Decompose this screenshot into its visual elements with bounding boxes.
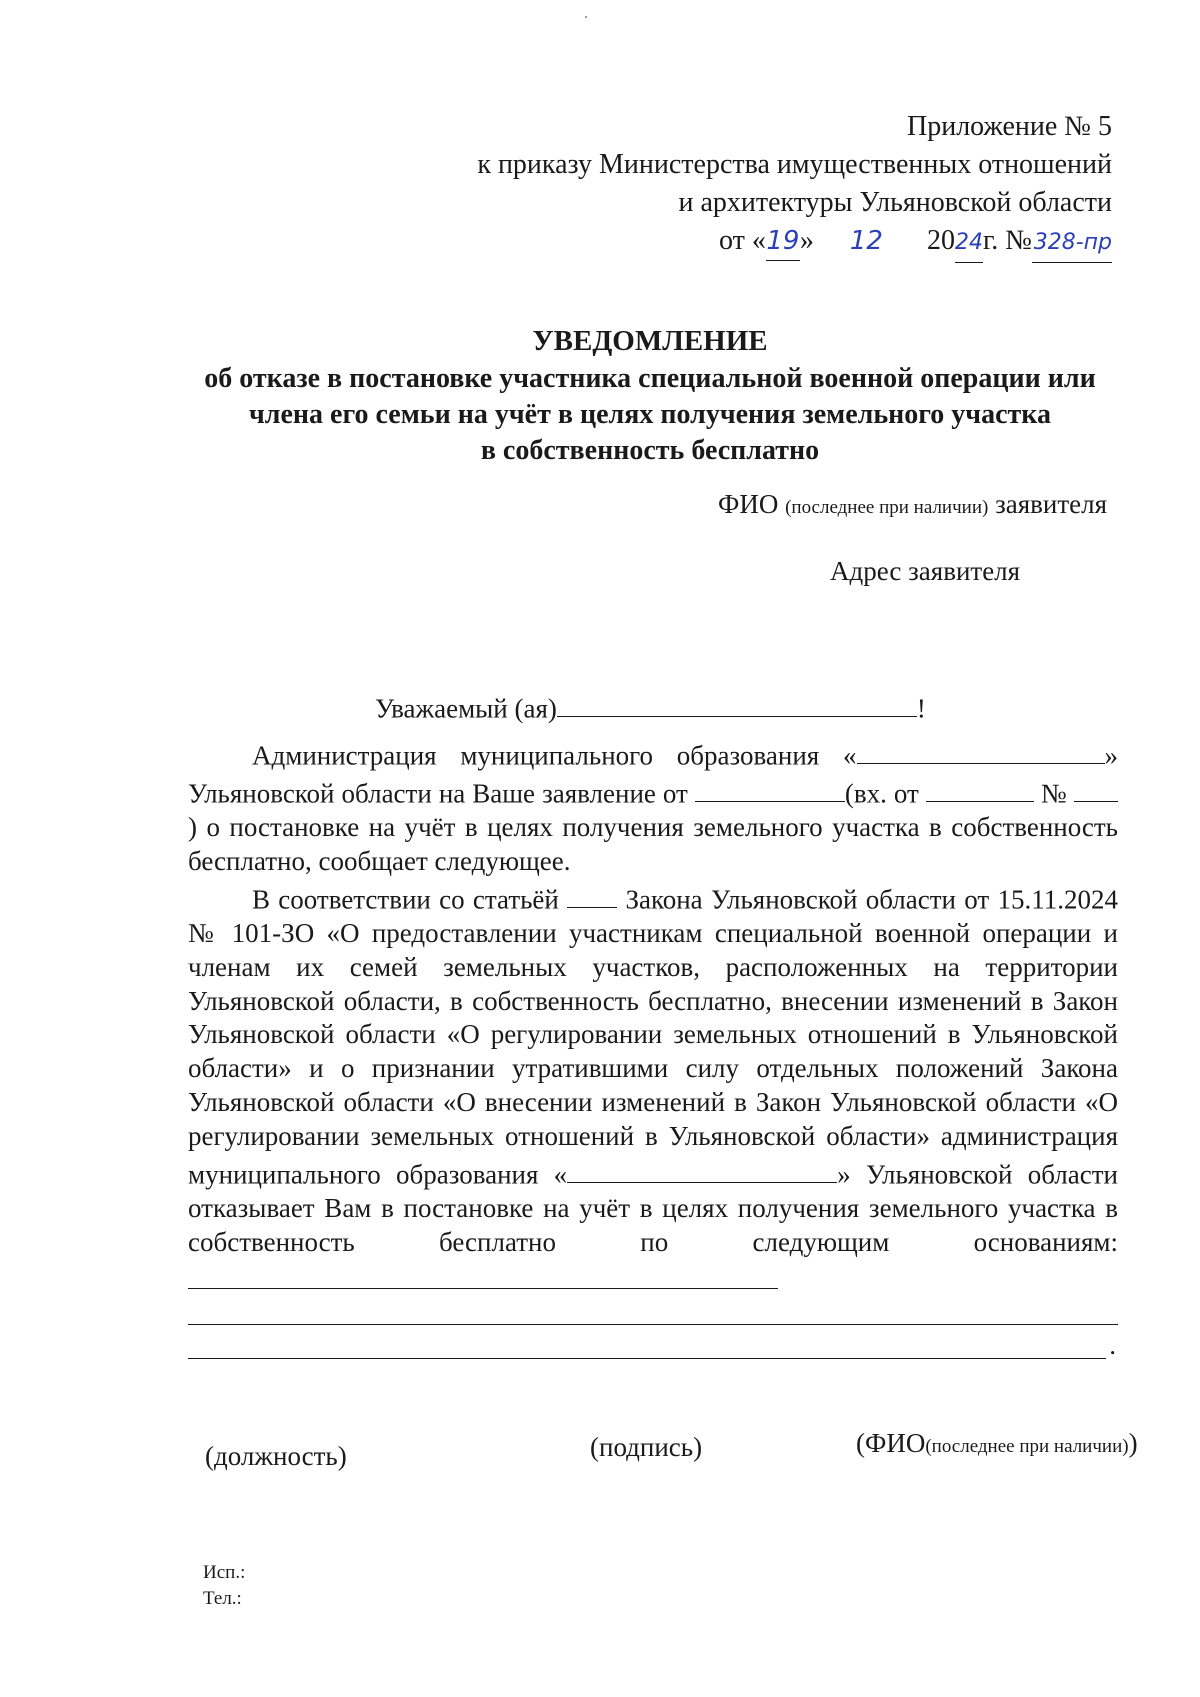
p2-text-1: В соответствии со статьёй (252, 884, 559, 915)
date-prefix: от « (718, 225, 766, 256)
fio-label: ФИО (718, 489, 779, 519)
handwritten-order-number: 328-пр (1032, 224, 1112, 263)
appendix-header (412, 108, 1112, 263)
paragraph-application (188, 735, 1118, 879)
handwritten-year: 24 (955, 224, 983, 263)
signature-fio (856, 1428, 1138, 1459)
signature-fio-close: ) (1128, 1428, 1138, 1458)
p2-text-2: Закона Ульяновской области от 15.11.2024 № 101-ЗО «О предоставлении участникам специальной военной операции и членам их семей земельных участков, расположенных на территории Ульяновской области, в собственность бесплатно, внесении изменений в Закон Ульяновской области «О регулировании земельных отношений в Ульяновской области» и о признании утратившими силу отдельных положений Закона Ульяновской области «О внесении изменений в Закон Ульяновской области «О регулировании земельных отношений в Ульяновской области» администрация муниципального образования « (188, 884, 1119, 1189)
signature-fio-label: (ФИО (856, 1428, 926, 1458)
municipality-blank-2 (567, 1154, 837, 1183)
handwritten-month: 12 (849, 226, 883, 256)
signature-fio-note: (последнее при наличии) (925, 1436, 1129, 1457)
grounds-line-2 (188, 1297, 1118, 1331)
signature-position: (должность) (205, 1441, 347, 1471)
applicant-address-field: Адрес заявителя (830, 556, 1021, 586)
greeting-line (375, 688, 926, 724)
greeting-end: ! (916, 693, 926, 724)
order-line-2: и архитектуры Ульяновской области (678, 187, 1112, 218)
p2-text-3: » Ульяновской области отказывает Вам в постановке на учёт в целях получения земельного участка в собственность бесплатно по следующим основаниям: (188, 1158, 1118, 1257)
grounds-line-3 (188, 1331, 1118, 1365)
notice-body (188, 735, 1118, 1365)
paragraph-refusal (188, 879, 1118, 1298)
p1-text-2: » Ульяновской области на Ваше заявление от (188, 740, 1118, 809)
p1-text-3: (вх. от (844, 778, 919, 809)
handwritten-day: 19 (766, 222, 800, 261)
fio-suffix: заявителя (995, 489, 1108, 519)
closing-dot: . (1109, 1330, 1116, 1361)
p1-text-4: № (1040, 778, 1067, 809)
order-line-1: к приказу Министерства имущественных отношений (477, 149, 1112, 180)
phone-label: Тел.: (203, 1588, 242, 1609)
greeting-name-blank (557, 688, 917, 717)
article-number-blank (567, 879, 617, 908)
p1-text-5: ) о постановке на учёт в целях получения земельного участка в собственность бесплатно, сообщает следующее. (188, 812, 1118, 877)
title-line-3: в собственность бесплатно (480, 435, 820, 466)
executor-block (203, 1560, 245, 1612)
document-heading: УВЕДОМЛЕНИЕ (532, 325, 768, 357)
title-line-2: члена его семьи на учёт в целях получения земельного участка (249, 399, 1051, 430)
title-line-1: об отказе в постановке участника специальной военной операции или (204, 363, 1096, 394)
grounds-blank-1 (188, 1259, 778, 1288)
fio-note: (последнее при наличии) (785, 497, 989, 518)
date-quote-close: » (799, 225, 814, 256)
year-prefix: 20 (926, 225, 955, 256)
incoming-number-blank (1074, 773, 1118, 802)
appendix-number: Приложение № 5 (907, 111, 1112, 142)
greeting-text: Уважаемый (ая) (375, 693, 557, 724)
p1-text-1: Администрация муниципального образования « (252, 740, 857, 771)
year-suffix: г. № (982, 225, 1032, 256)
applicant-fio-field (718, 489, 1107, 520)
order-date-line (412, 222, 1112, 263)
municipality-blank-1 (857, 735, 1105, 764)
application-date-blank (695, 773, 845, 802)
incoming-date-blank (926, 773, 1034, 802)
notice-title (180, 323, 1120, 469)
scan-artifact (585, 16, 587, 18)
executor-label: Исп.: (203, 1562, 246, 1583)
signature-sign: (подпись) (590, 1432, 703, 1462)
